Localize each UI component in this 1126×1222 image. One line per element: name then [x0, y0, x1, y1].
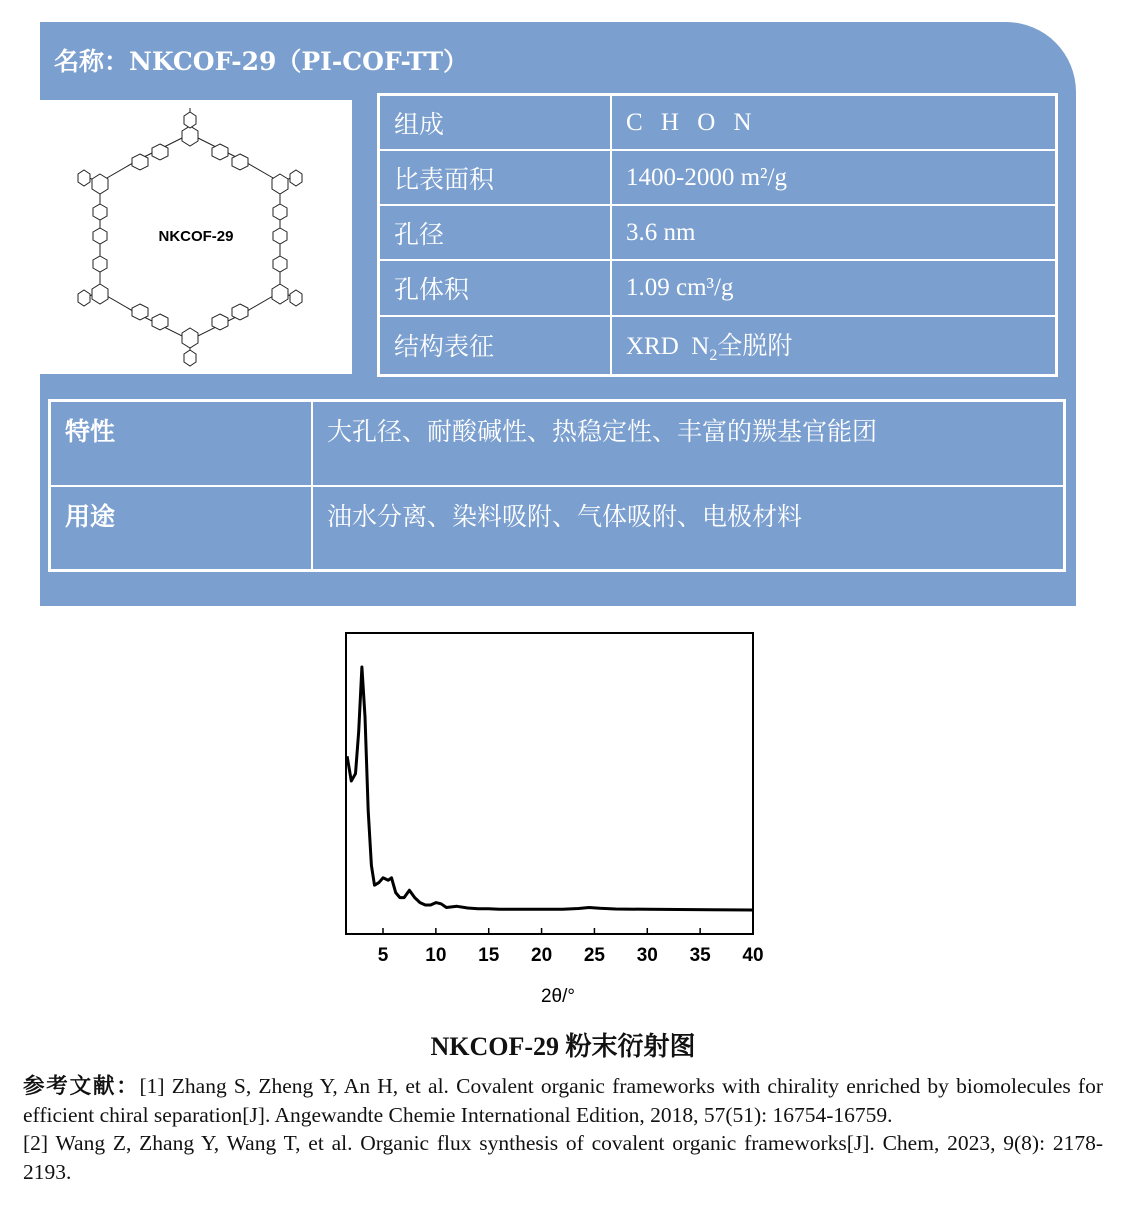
- x-tick-label: 40: [742, 945, 764, 966]
- reference-text: [1] Zhang S, Zheng Y, An H, et al. Covalent organic frameworks with chirality enriched by biomolecules for efficient chiral separation[J]. Angewandte Chemie International Edition, 2018, 57(51): 16754-16759.: [23, 1074, 1103, 1127]
- table-row: [379, 95, 1056, 150]
- property-value: 1.09 cm³/g: [611, 260, 1056, 315]
- property-key: 结构表征: [379, 316, 611, 376]
- x-tick-label: 5: [377, 945, 389, 966]
- feature-value: 大孔径、耐酸碱性、热稳定性、丰富的羰基官能团: [312, 401, 1064, 486]
- chemical-structure-image: [40, 100, 352, 374]
- property-key: 组成: [379, 95, 611, 150]
- plot-frame: [346, 633, 753, 934]
- hexagonal-framework-drawing: [40, 100, 352, 374]
- x-tick-label: 20: [531, 945, 553, 966]
- structure-label: NKCOF-29: [158, 228, 234, 245]
- xrd-series-line: [347, 667, 753, 910]
- feature-key: 用途: [50, 486, 312, 571]
- property-value: 1400-2000 m²/g: [611, 150, 1056, 205]
- features-table: [48, 399, 1066, 572]
- property-value: C H O N: [611, 95, 1056, 150]
- table-row: [50, 486, 1064, 571]
- x-axis-label: 2θ/°: [540, 986, 576, 1007]
- reference-item: [23, 1072, 1103, 1129]
- feature-value: 油水分离、染料吸附、气体吸附、电极材料: [312, 486, 1064, 571]
- references-section: [23, 1072, 1103, 1186]
- reference-item: [2] Wang Z, Zhang Y, Wang T, et al. Organic flux synthesis of covalent organic frameworks[J]. Chem, 2023, 9(8): 2178-2193.: [23, 1131, 1103, 1184]
- table-row: [50, 401, 1064, 486]
- material-name-title: 名称：NKCOF-29（PI-COF-TT）: [54, 47, 469, 76]
- value-prefix: XRD N: [626, 332, 710, 360]
- property-key: 孔径: [379, 205, 611, 260]
- property-key: 孔体积: [379, 260, 611, 315]
- x-tick-label: 35: [689, 945, 711, 966]
- table-row: [379, 205, 1056, 260]
- table-row: [379, 150, 1056, 205]
- value-suffix: 全脱附: [717, 330, 793, 360]
- x-tick-label: 15: [478, 945, 500, 966]
- table-row: [379, 316, 1056, 376]
- x-axis-tick-labels: [378, 945, 764, 966]
- property-value: 3.6 nm: [611, 205, 1056, 260]
- x-tick-label: 10: [425, 945, 447, 966]
- property-value: [611, 316, 1056, 376]
- table-row: [379, 260, 1056, 315]
- references-label: 参考文献：: [23, 1074, 140, 1098]
- property-key: 比表面积: [379, 150, 611, 205]
- properties-table: [377, 93, 1058, 377]
- xrd-chart: [330, 620, 790, 1020]
- x-tick-label: 30: [636, 945, 658, 966]
- figure-caption: NKCOF-29 粉末衍射图: [430, 1032, 696, 1061]
- feature-key: 特性: [50, 401, 312, 486]
- value-subscript: 2: [709, 346, 718, 364]
- x-tick-label: 25: [583, 945, 605, 966]
